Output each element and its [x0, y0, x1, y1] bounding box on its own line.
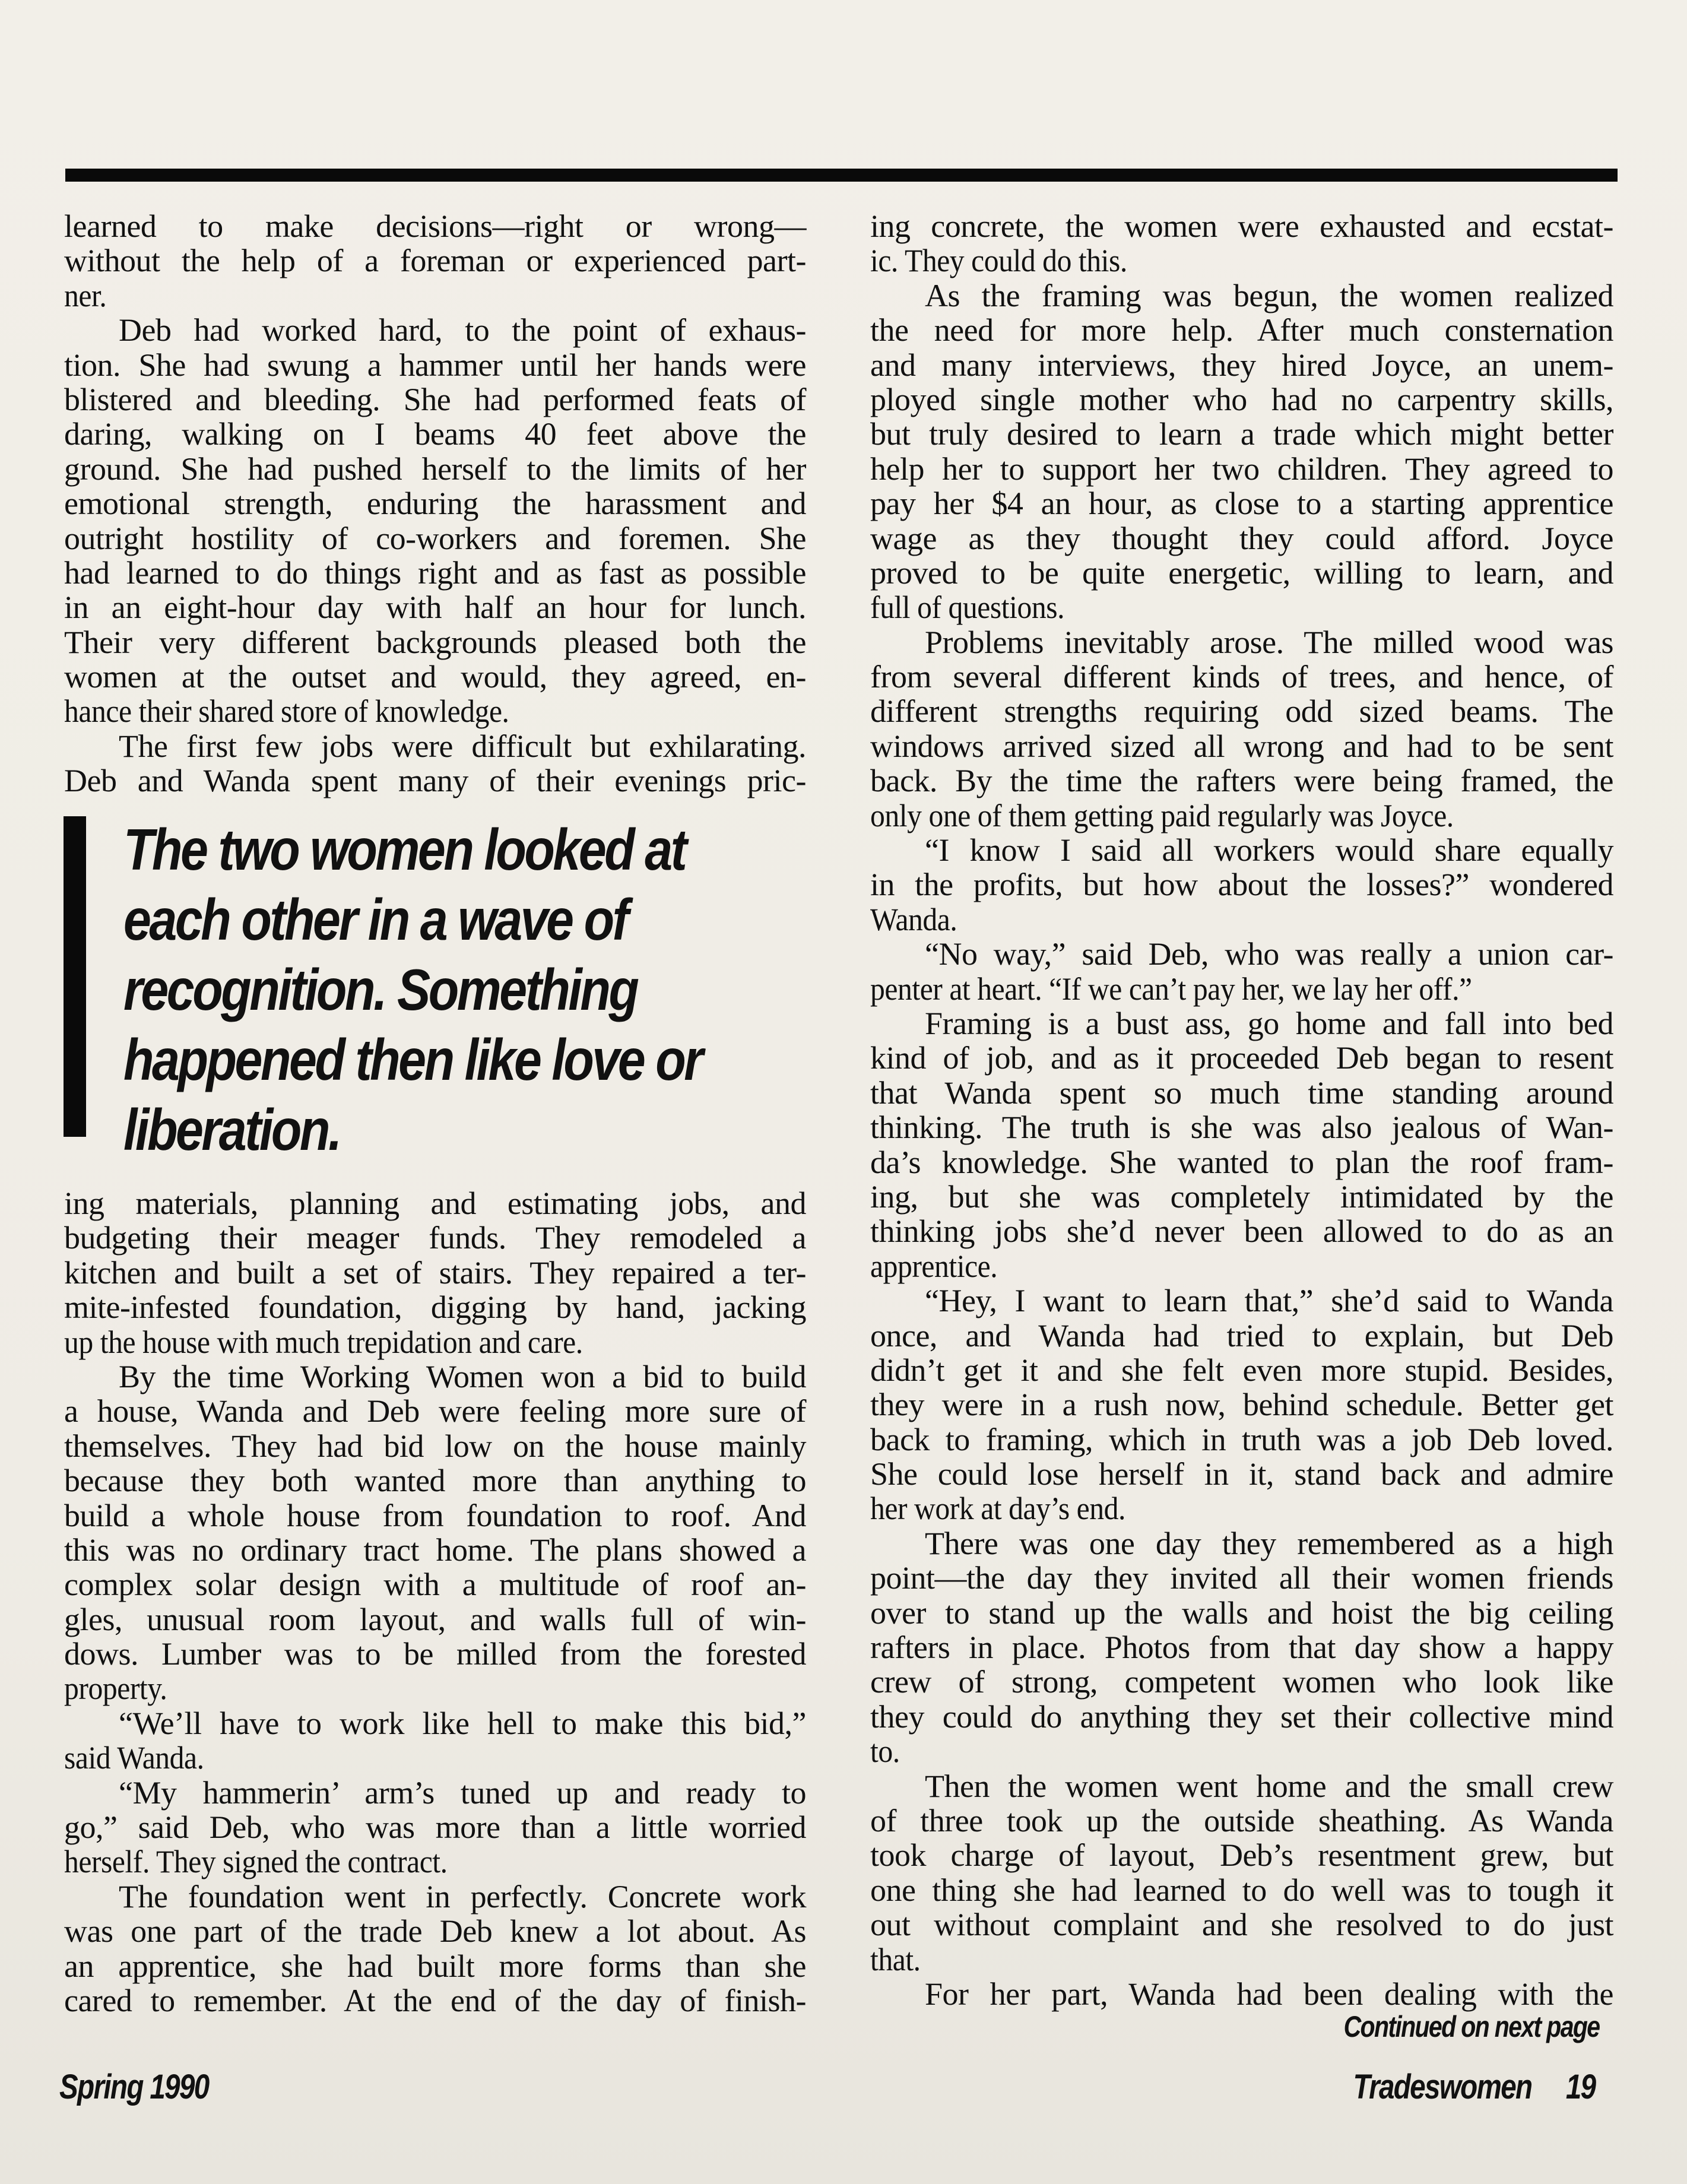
continued-on-next-page: Continued on next page — [1343, 2010, 1599, 2043]
page-number: 19 — [1565, 2068, 1595, 2106]
text-line: had learned to do things right and as fast as possible — [64, 554, 806, 591]
pull-quote-bar — [64, 816, 86, 1137]
text-line: a house, Wanda and Deb were feeling more sure of — [64, 1393, 806, 1429]
text-line: As the framing was begun, the women realized — [925, 277, 1613, 313]
text-line: Framing is a bust ass, go home and fall into bed — [925, 1005, 1613, 1041]
text-line: this was no ordinary tract home. The plans showed a — [64, 1532, 806, 1568]
text-line: thinking. The truth is she was also jealous of Wan- — [870, 1110, 1613, 1146]
text-line: ner. — [64, 277, 107, 313]
text-line: but truly desired to learn a trade which might better — [870, 416, 1613, 452]
text-line: pay her $4 an hour, as close to a starting apprentice — [870, 486, 1613, 522]
text-line: “We’ll have to work like hell to make this bid,” — [119, 1705, 806, 1741]
left-column-bottom — [64, 1186, 806, 2018]
text-line: out without complaint and she resolved to do just — [870, 1907, 1613, 1943]
text-line: dows. Lumber was to be milled from the forested — [64, 1636, 806, 1672]
pull-quote-line: The two women looked at — [123, 817, 686, 882]
text-line: ground. She had pushed herself to the limits of her — [64, 451, 806, 487]
text-line: emotional strength, enduring the harassment and — [64, 486, 806, 522]
text-line: rafters in place. Photos from that day show a happy — [870, 1630, 1613, 1666]
text-line: hance their shared store of knowledge. — [64, 693, 509, 730]
text-line: in the profits, but how about the losses?” wondered — [870, 867, 1613, 903]
text-line: ing concrete, the women were exhausted and ecstat- — [870, 208, 1613, 244]
text-line: The first few jobs were difficult but exhilarating. — [119, 728, 806, 764]
footer-issue: Spring 1990 — [59, 2068, 209, 2106]
text-line: gles, unusual room layout, and walls full of win- — [64, 1601, 806, 1637]
text-line: help her to support her two children. They agreed to — [870, 451, 1613, 487]
text-line: budgeting their meager funds. They remodeled a — [64, 1220, 806, 1256]
text-line: back. By the time the rafters were being framed, the — [870, 763, 1613, 799]
text-line: proved to be quite energetic, willing to learn, and — [870, 554, 1613, 591]
text-line: build a whole house from foundation to roof. And — [64, 1497, 806, 1533]
text-line: “Hey, I want to learn that,” she’d said to Wanda — [925, 1283, 1613, 1319]
top-rule — [65, 169, 1618, 182]
text-line: Deb had worked hard, to the point of exhaus- — [119, 312, 806, 348]
text-line: that Wanda spent so much time standing around — [870, 1074, 1613, 1111]
text-line: different strengths requiring odd sized beams. The — [870, 693, 1613, 730]
text-line: they were in a rush now, behind schedule. Better get — [870, 1387, 1613, 1423]
text-line: property. — [64, 1671, 167, 1707]
text-line: Deb and Wanda spent many of their evenings pric- — [64, 763, 806, 799]
text-line: ing materials, planning and estimating jobs, and — [64, 1185, 806, 1221]
pull-quote — [123, 814, 806, 1165]
text-line: blistered and bleeding. She had performed feats of — [64, 381, 806, 417]
text-line: didn’t get it and she felt even more stupid. Besides, — [870, 1352, 1613, 1388]
right-column — [870, 209, 1613, 2011]
text-line: outright hostility of co-workers and foremen. She — [64, 520, 806, 556]
text-line: kind of job, and as it proceeded Deb began to resent — [870, 1040, 1613, 1076]
text-line: without the help of a foreman or experienced part- — [64, 243, 806, 279]
text-line: kitchen and built a set of stairs. They repaired a ter- — [64, 1254, 806, 1291]
text-line: themselves. They had bid low on the house mainly — [64, 1428, 806, 1464]
text-line: penter at heart. “If we can’t pay her, we lay her off.” — [870, 971, 1472, 1007]
text-line: She could lose herself in it, stand back and admire — [870, 1456, 1613, 1492]
text-line: was one part of the trade Deb knew a lot about. As — [64, 1913, 806, 1950]
text-line: in an eight-hour day with half an hour for lunch. — [64, 589, 806, 626]
text-line: over to stand up the walls and hoist the big ceiling — [870, 1595, 1613, 1631]
text-line: “I know I said all workers would share equally — [925, 832, 1613, 868]
text-line: Wanda. — [870, 901, 957, 937]
pull-quote-line: liberation. — [123, 1097, 340, 1162]
text-line: crew of strong, competent women who look like — [870, 1664, 1613, 1700]
text-line: ic. They could do this. — [870, 243, 1127, 279]
text-line: go,” said Deb, who was more than a little worried — [64, 1809, 806, 1846]
text-line: “No way,” said Deb, who was really a union car- — [925, 936, 1613, 972]
text-line: herself. They signed the contract. — [64, 1844, 448, 1880]
text-line: thinking jobs she’d never been allowed to do as an — [870, 1213, 1613, 1250]
text-line: and many interviews, they hired Joyce, an unem- — [870, 347, 1613, 383]
text-line: tion. She had swung a hammer until her hands were — [64, 347, 806, 383]
text-line: of three took up the outside sheathing. As Wanda — [870, 1802, 1613, 1839]
text-line: There was one day they remembered as a high — [925, 1525, 1613, 1561]
pull-quote-line: recognition. Something — [123, 957, 638, 1022]
left-column-top — [64, 209, 806, 798]
text-line: said Wanda. — [64, 1740, 204, 1776]
text-line: women at the outset and would, they agreed, en- — [64, 659, 806, 695]
text-line: only one of them getting paid regularly was Joyce. — [870, 797, 1454, 833]
footer-publication — [1353, 2067, 1595, 2107]
footer-publication-name: Tradeswomen — [1353, 2068, 1531, 2106]
pull-quote-line: each other in a wave of — [123, 887, 627, 952]
text-line: For her part, Wanda had been dealing with the — [925, 1976, 1613, 2012]
text-line: they could do anything they set their collective mind — [870, 1698, 1613, 1735]
text-line: complex solar design with a multitude of roof an- — [64, 1567, 806, 1603]
text-line: By the time Working Women won a bid to build — [119, 1358, 806, 1394]
text-line: cared to remember. At the end of the day of finish- — [64, 1982, 806, 2018]
text-line: mite-infested foundation, digging by hand, jacking — [64, 1289, 806, 1326]
text-line: back to framing, which in truth was a job Deb loved. — [870, 1421, 1613, 1457]
text-line: once, and Wanda had tried to explain, but Deb — [870, 1317, 1613, 1353]
text-line: Problems inevitably arose. The milled wood was — [925, 624, 1613, 660]
text-line: wage as they thought they could afford. Joyce — [870, 520, 1613, 556]
text-line: da’s knowledge. She wanted to plan the roof fram- — [870, 1144, 1613, 1180]
text-line: an apprentice, she had built more forms than she — [64, 1948, 806, 1984]
text-line: ing, but she was completely intimidated by the — [870, 1178, 1613, 1215]
text-line: The foundation went in perfectly. Concrete work — [119, 1878, 806, 1914]
text-line: ployed single mother who had no carpentry skills, — [870, 381, 1613, 417]
text-line: because they both wanted more than anything to — [64, 1463, 806, 1499]
text-line: up the house with much trepidation and care. — [64, 1324, 583, 1360]
text-line: “My hammerin’ arm’s tuned up and ready to — [119, 1774, 806, 1811]
text-line: apprentice. — [870, 1248, 998, 1284]
text-line: to. — [870, 1733, 900, 1770]
text-line: daring, walking on I beams 40 feet above the — [64, 416, 806, 452]
pull-quote-line: happened then like love or — [123, 1027, 702, 1092]
text-line: one thing she had learned to do well was to tough it — [870, 1872, 1613, 1908]
text-line: the need for more help. After much consternation — [870, 312, 1613, 348]
text-line: Their very different backgrounds pleased both the — [64, 624, 806, 660]
text-line: her work at day’s end. — [870, 1491, 1125, 1527]
text-line: full of questions. — [870, 589, 1065, 626]
text-line: that. — [870, 1941, 921, 1977]
text-line: took charge of layout, Deb’s resentment grew, but — [870, 1837, 1613, 1874]
text-line: from several different kinds of trees, and hence, of — [870, 659, 1613, 695]
text-line: Then the women went home and the small crew — [925, 1768, 1613, 1804]
text-line: windows arrived sized all wrong and had to be sent — [870, 728, 1613, 764]
text-line: learned to make decisions—right or wrong— — [64, 208, 806, 244]
text-line: point—the day they invited all their women friends — [870, 1560, 1613, 1596]
